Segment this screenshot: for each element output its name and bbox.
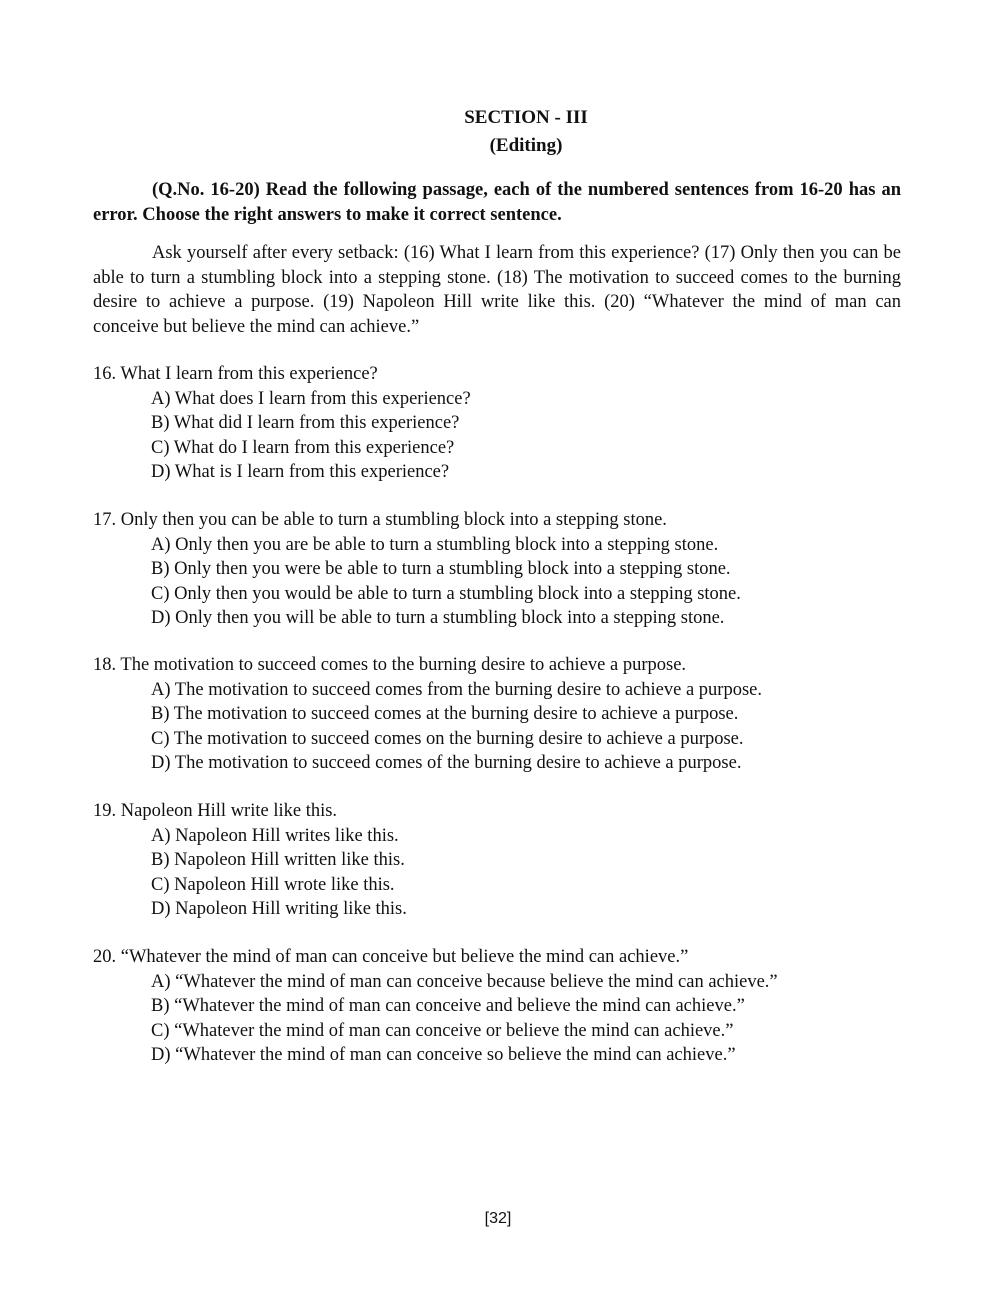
option-a: A) Napoleon Hill writes like this. [151,825,399,846]
option-b: B) What did I learn from this experience? [151,413,460,433]
option-d: D) Only then you will be able to turn a stumbling block into a stepping stone. [151,608,725,628]
question-stem: 16. What I learn from this experience? [93,364,378,384]
passage-text: Ask yourself after every setback: (16) What I learn from this experience? (17) Only then you can be able to turn a stumbling block into a stepping stone. (18) The motivation to succeed comes to the burning desire to achieve a purpose. (19) Napoleon Hill write like this. (20) “Whatever the mind of man can conceive but believe the mind can achieve.” [93,243,901,337]
question-stem: 17. Only then you can be able to turn a stumbling block into a stepping stone. [93,510,667,530]
question-18 [93,653,953,776]
option-b: B) The motivation to succeed comes at the burning desire to achieve a purpose. [151,704,739,724]
instruction-text: (Q.No. 16-20) Read the following passage, each of the numbered sentences from 16-20 has an error. Choose the right answers to make it correct sentence. [93,180,901,225]
page-number: [32] [484,1210,512,1227]
question-16 [93,362,953,485]
question-19 [93,799,953,922]
question-stem: 18. The motivation to succeed comes to the burning desire to achieve a purpose. [93,655,687,675]
option-a: A) What does I learn from this experience? [151,388,471,409]
question-20 [93,945,953,1068]
option-d: D) Napoleon Hill writing like this. [151,899,407,919]
option-d: D) The motivation to succeed comes of the burning desire to achieve a purpose. [151,753,742,773]
option-c: C) Napoleon Hill wrote like this. [151,874,395,895]
option-b: B) Napoleon Hill written like this. [151,850,405,870]
question-stem: 19. Napoleon Hill write like this. [93,801,338,821]
section-subtitle: (Editing) [489,135,563,156]
question-17 [93,508,953,631]
option-a: A) “Whatever the mind of man can conceive because believe the mind can achieve.” [151,971,778,992]
option-d: D) “Whatever the mind of man can conceive so believe the mind can achieve.” [151,1045,736,1065]
option-c: C) “Whatever the mind of man can conceive or believe the mind can achieve.” [151,1020,734,1041]
option-c: C) The motivation to succeed comes on the burning desire to achieve a purpose. [151,728,744,749]
option-b: B) Only then you were be able to turn a stumbling block into a stepping stone. [151,559,731,579]
option-b: B) “Whatever the mind of man can conceive and believe the mind can achieve.” [151,996,745,1016]
option-a: A) Only then you are be able to turn a stumbling block into a stepping stone. [151,534,719,555]
option-c: C) What do I learn from this experience? [151,437,455,458]
option-d: D) What is I learn from this experience? [151,462,450,482]
option-a: A) The motivation to succeed comes from the burning desire to achieve a purpose. [151,679,762,700]
option-c: C) Only then you would be able to turn a stumbling block into a stepping stone. [151,583,741,604]
section-title: SECTION - III [464,107,588,128]
question-stem: 20. “Whatever the mind of man can conceive but believe the mind can achieve.” [93,947,689,967]
